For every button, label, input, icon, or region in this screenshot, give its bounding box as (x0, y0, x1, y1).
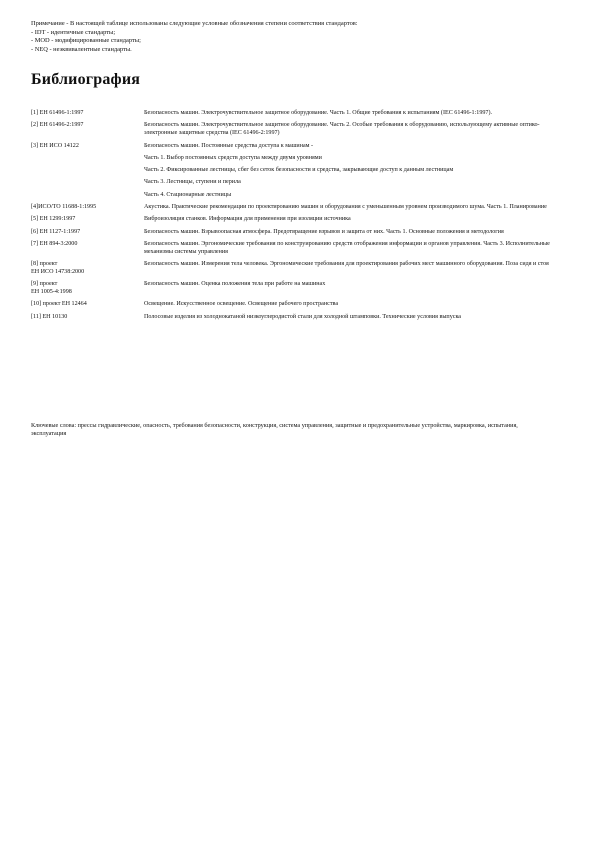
reference-code (31, 122, 144, 138)
reference-code-line: [4]ИСО/ТО 11688-1:1995 (31, 203, 97, 210)
reference-title-line: Безопасность машин. Электрочувствительное защитное оборудование. Часть 1. Общие требования к испытаниям (IEC 61496-1:1997). (144, 110, 493, 116)
bibliography-list (31, 110, 561, 326)
reference-code-line: [7] ЕН 894-3:2000 (31, 240, 78, 247)
reference-code (31, 261, 144, 277)
reference-title-line: Акустика. Практические рекомендации по проектированию машин и оборудования с уменьшенным уровнем производимого шума. Часть 1. Планирование (144, 203, 547, 210)
reference-title-line: Часть 3. Лестницы, ступени и перила (144, 179, 241, 186)
reference-title-line: Виброизоляция станков. Информация для применения при изоляции источника (144, 216, 351, 223)
reference-code-line: [11] ЕН 10130 (31, 313, 68, 320)
reference-code-line: [1] ЕН 61496-1:1997 (31, 110, 84, 116)
reference-title (144, 261, 561, 277)
reference-code-line: [8] проект (31, 261, 58, 268)
bibliography-entry (31, 110, 561, 118)
reference-title-line: Часть 2. Фиксированные лестницы, сбег без сеток безопасности и средства, закрывающие доступ к данным лестницам (144, 167, 454, 174)
reference-code-line: [6] ЕН 1127-1:1997 (31, 228, 81, 235)
reference-title (144, 281, 561, 297)
reference-title-line: Полосовые изделия из холоднокатаной низкоуглеродистой стали для холодной штамповки. Технические условия выпуска (144, 313, 462, 320)
keywords: Ключевые слова: прессы гидравлические, опасность, требования безопасности, конструкция, система управления, защитные и предохранительные устройства, маркировка, испытания, эксплуатация (31, 422, 518, 438)
bibliography-entry (31, 229, 561, 237)
bibliography-entry (31, 261, 561, 277)
reference-title (144, 204, 561, 212)
note-line: Примечание - В настоящей таблице использованы следующие условные обозначения степени соответствия стандартов: (31, 20, 358, 27)
reference-code-line: [2] ЕН 61496-2:1997 (31, 122, 84, 129)
reference-title-line: Безопасность машин. Измерения тела человека. Эргономические требования для проектирования рабочих мест машинного оборудования. Поза сидя и стоя (144, 261, 549, 268)
reference-title (144, 216, 561, 224)
bibliography-entry (31, 241, 561, 257)
reference-code (31, 281, 144, 297)
reference-title-line: Безопасность машин. Эргономические требования по конструированию средств отображения информации и органов управления. Часть 3. Исполнительные механизмы системы управления (144, 240, 550, 255)
reference-code (31, 216, 144, 224)
bibliography-entry (31, 122, 561, 138)
note-block (31, 20, 571, 54)
reference-code (31, 301, 144, 309)
reference-title (144, 122, 561, 138)
reference-code-line: ЕН ИСО 14738:2000 (31, 268, 85, 275)
reference-title (144, 314, 561, 322)
bibliography-entry (31, 301, 561, 309)
reference-title-line: Часть 4. Стационарные лестницы (144, 191, 232, 198)
note-line: - NEQ - неэквивалентные стандарты. (31, 45, 132, 53)
bibliography-entry (31, 216, 561, 224)
bibliography-entry (31, 281, 561, 297)
reference-title-line: Безопасность машин. Оценка положения тела при работе на машинах (144, 281, 326, 288)
reference-title (144, 143, 561, 200)
reference-title (144, 301, 561, 309)
reference-title (144, 229, 561, 237)
note-line: - IDT - идентичные стандарты; (31, 28, 116, 36)
note-line: - MOD - модифицированные стандарты; (31, 37, 141, 45)
bibliography-entry (31, 204, 561, 212)
reference-title-line: Безопасность машин. Взрывоопасная атмосфера. Предотвращение взрывов и защита от них. Часть 1. Основные положения и методология (144, 228, 504, 235)
reference-title-line: Безопасность машин. Постоянные средства доступа к машинам - (144, 142, 314, 149)
reference-code-line: ЕН 1005-4:1998 (31, 289, 72, 296)
reference-code-line: [10] проект ЕН 12464 (31, 301, 87, 308)
reference-title (144, 241, 561, 257)
reference-code-line: [5] ЕН 1299:1997 (31, 216, 76, 223)
reference-code (31, 314, 144, 322)
reference-code (31, 110, 144, 118)
reference-code-line: [3] ЕН ИСО 14122 (31, 142, 79, 149)
bibliography-entry (31, 314, 561, 322)
reference-code (31, 241, 144, 257)
reference-code (31, 204, 144, 212)
reference-title-line: Освещение. Искусственное освещение. Освещение рабочего пространства (144, 301, 339, 308)
reference-code (31, 229, 144, 237)
reference-code-line: [9] проект (31, 281, 58, 288)
page-title: Библиография (31, 71, 141, 88)
bibliography-entry (31, 143, 561, 200)
reference-code (31, 143, 144, 200)
reference-title (144, 110, 561, 118)
reference-title-line: Часть 1. Выбор постоянных средств доступа между двумя уровнями (144, 154, 322, 161)
reference-title-line: Безопасность машин. Электрочувствительное защитное оборудование. Часть 2. Особые требования к оборудованию, использующему активные оптико-электронные защитные средства (IEC 61496-2:1997) (144, 122, 540, 137)
